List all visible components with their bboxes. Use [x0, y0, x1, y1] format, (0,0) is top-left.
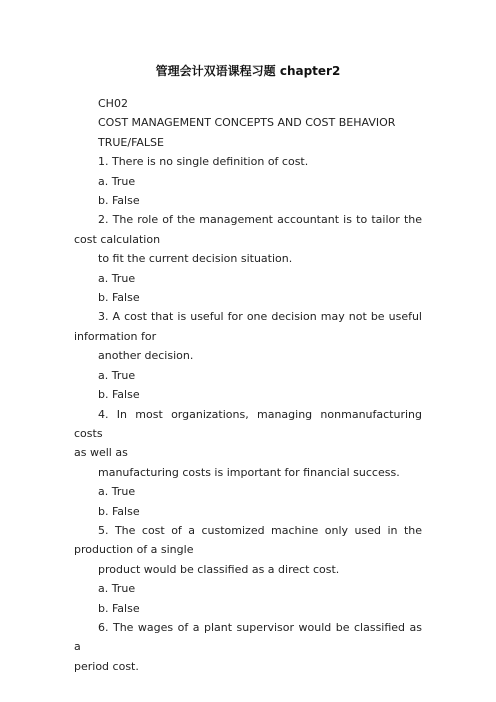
answer-option-true: a. True — [98, 582, 136, 596]
question-4-line-2: as well as — [74, 446, 128, 460]
answer-option-false: b. False — [98, 291, 140, 305]
chapter-heading: COST MANAGEMENT CONCEPTS AND COST BEHAVIOR — [98, 116, 396, 130]
question-5-line-2: production of a single — [74, 543, 194, 557]
document-body — [74, 94, 422, 676]
question-6-line-2: period cost. — [74, 659, 139, 673]
answer-option-false: b. False — [98, 388, 140, 402]
question-3-line-1: 3. A cost that is useful for one decision may not be useful — [98, 310, 422, 324]
question-3-line-3: another decision. — [98, 349, 194, 363]
section-heading: TRUE/FALSE — [98, 135, 164, 149]
question-2-line-2: cost calculation — [74, 232, 161, 246]
question-5-line-1: 5. The cost of a customized machine only used in the — [98, 523, 422, 537]
question-3-line-2: information for — [74, 329, 157, 343]
question-4-line-3: manufacturing costs is important for financial success. — [98, 465, 400, 479]
question-4-line-1: 4. In most organizations, managing nonmanufacturing costs — [74, 407, 422, 440]
answer-option-true: a. True — [98, 174, 136, 188]
answer-option-false: b. False — [98, 601, 140, 615]
question-2-line-3: to fit the current decision situation. — [98, 252, 293, 266]
answer-option-false: b. False — [98, 504, 140, 518]
answer-option-true: a. True — [98, 271, 136, 285]
question-1: 1. There is no single definition of cost. — [98, 155, 309, 169]
question-6-line-1: 6. The wages of a plant supervisor would be classified as a — [74, 620, 422, 654]
document-title: 管理会计双语课程习题 chapter2 — [155, 64, 341, 78]
question-5-line-3: product would be classified as a direct cost. — [98, 562, 340, 576]
question-2-line-1: 2. The role of the management accountant is to tailor the — [98, 213, 422, 227]
answer-option-true: a. True — [98, 368, 136, 382]
chapter-code: CH02 — [98, 97, 128, 110]
answer-option-false: b. False — [98, 194, 140, 208]
answer-option-true: a. True — [98, 485, 136, 499]
